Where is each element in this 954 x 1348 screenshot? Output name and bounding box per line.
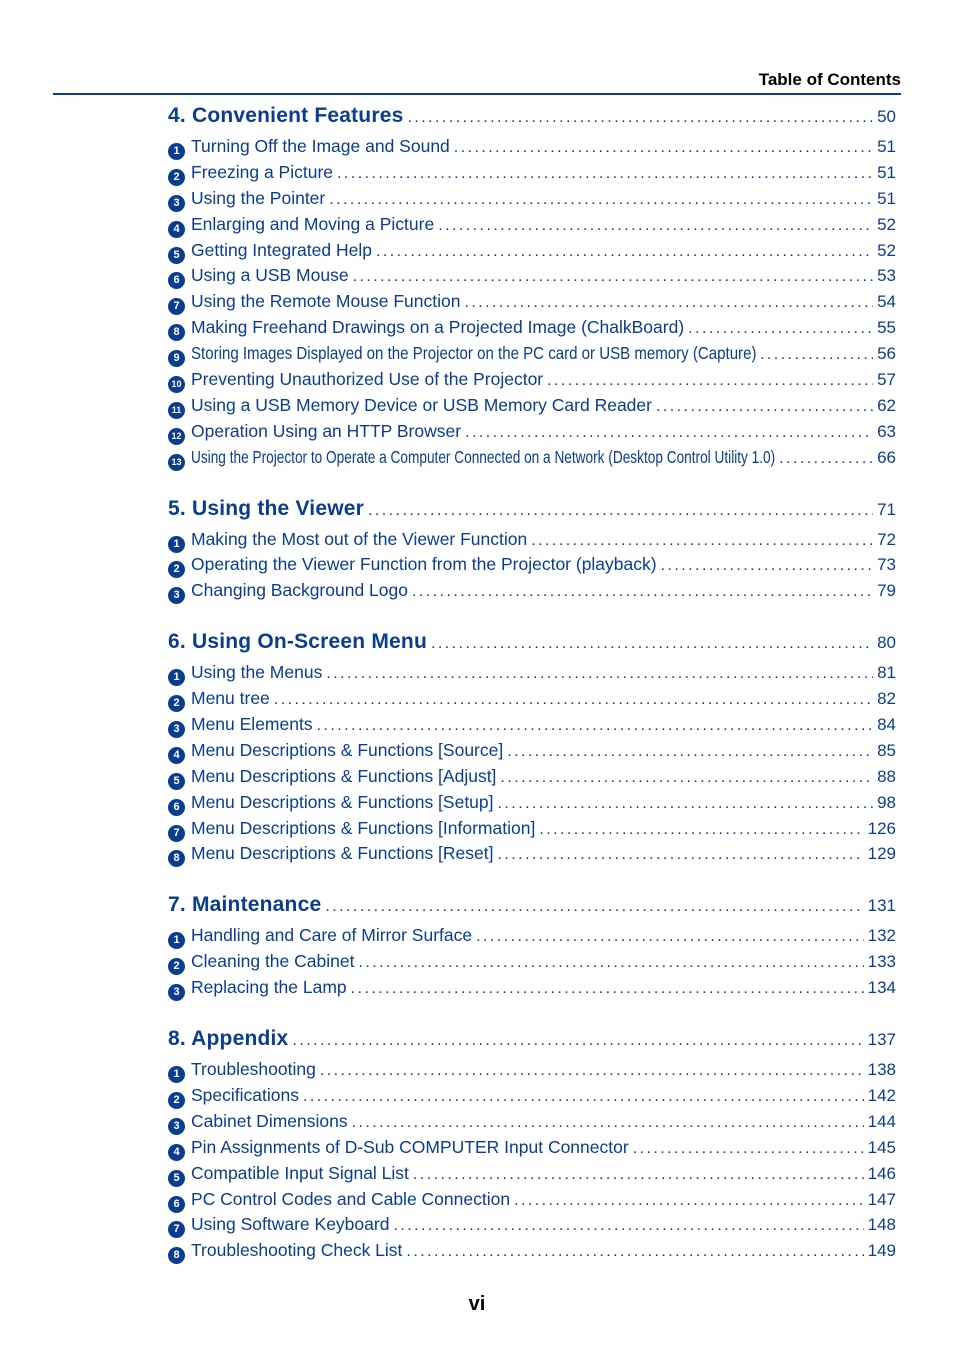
toc-entry-link[interactable] (168, 395, 896, 421)
toc-entry-link[interactable] (168, 291, 896, 317)
number-badge-icon: 3 (168, 721, 185, 738)
entry-page-number: 84 (877, 715, 896, 735)
number-badge-icon: 2 (168, 1092, 185, 1109)
entry-label: Making Freehand Drawings on a Projected Image (ChalkBoard) (191, 317, 685, 338)
toc-entry-link[interactable] (168, 951, 896, 977)
number-badge-icon: 3 (168, 984, 185, 1001)
entry-page-number: 81 (877, 663, 896, 683)
section-page-number: 137 (867, 1030, 896, 1050)
entry-page-number: 142 (867, 1085, 896, 1105)
toc-section (168, 497, 896, 607)
toc-entry-link[interactable] (168, 214, 896, 240)
toc-entry-link[interactable] (168, 317, 896, 343)
dot-leader (531, 529, 873, 550)
dot-leader (498, 843, 864, 864)
dot-leader (406, 1240, 863, 1261)
entry-label: Menu Descriptions & Functions [Adjust] (191, 765, 497, 786)
section-title: 4. Convenient Features (168, 104, 404, 127)
number-badge-icon: 1 (168, 536, 185, 553)
dot-leader (393, 1214, 863, 1235)
section-page-number: 131 (867, 896, 896, 916)
section-heading-link[interactable] (168, 497, 896, 529)
entry-label: Cabinet Dimensions (191, 1110, 348, 1131)
entry-page-number: 73 (877, 555, 896, 575)
number-badge-icon: 1 (168, 669, 185, 686)
entry-label: Menu Descriptions & Functions [Reset] (191, 843, 494, 864)
dot-leader (368, 502, 873, 520)
dot-leader (431, 635, 873, 653)
toc-entry-link[interactable] (168, 421, 896, 447)
entry-label: Operating the Viewer Function from the Projector (playback) (191, 554, 657, 575)
dot-leader (412, 580, 873, 601)
dot-leader (274, 688, 873, 709)
entry-page-number: 66 (877, 447, 896, 467)
toc-entry-link[interactable] (168, 740, 896, 766)
number-badge-icon: 1 (168, 932, 185, 949)
entry-page-number: 148 (867, 1215, 896, 1235)
entry-label: Replacing the Lamp (191, 977, 347, 998)
entry-label: Using the Remote Mouse Function (191, 291, 461, 312)
entry-page-number: 72 (877, 529, 896, 549)
dot-leader (329, 188, 873, 209)
dot-leader (465, 421, 873, 442)
toc-section (168, 893, 896, 1003)
section-gap (168, 473, 896, 497)
entry-page-number: 126 (867, 818, 896, 838)
dot-leader (326, 662, 873, 683)
toc-entry-link[interactable] (168, 1059, 896, 1085)
section-title: 7. Maintenance (168, 893, 322, 917)
toc-entry-link[interactable] (168, 1163, 896, 1189)
entry-page-number: 147 (867, 1189, 896, 1209)
dot-leader (303, 1085, 864, 1106)
entry-page-number: 51 (877, 137, 896, 156)
toc-entry-link[interactable] (168, 1240, 896, 1266)
entry-label: Using a USB Memory Device or USB Memory Card Reader (191, 394, 652, 415)
entry-label: Using the Pointer (191, 187, 326, 208)
entry-page-number: 144 (867, 1111, 896, 1131)
entry-label: Changing Background Logo (191, 580, 408, 601)
entry-page-number: 88 (877, 766, 896, 786)
section-page-number: 50 (877, 107, 896, 126)
entry-label: Freezing a Picture (191, 161, 334, 182)
number-badge-icon: 2 (168, 169, 185, 186)
section-gap (168, 1003, 896, 1027)
entry-page-number: 149 (867, 1241, 896, 1261)
section-heading-link[interactable] (168, 893, 896, 925)
entry-label: Specifications (191, 1084, 299, 1105)
entry-label: Menu tree (191, 688, 270, 709)
number-badge-icon: 12 (168, 428, 185, 445)
header-rule (53, 93, 901, 95)
dot-leader (292, 1032, 863, 1050)
number-badge-icon: 13 (168, 454, 185, 471)
entry-label: Troubleshooting (191, 1059, 316, 1080)
dot-leader (760, 343, 873, 364)
number-badge-icon: 8 (168, 850, 185, 867)
toc-entry-link[interactable] (168, 136, 896, 162)
entry-page-number: 51 (877, 162, 896, 182)
number-badge-icon: 10 (168, 376, 185, 393)
number-badge-icon: 3 (168, 587, 185, 604)
table-of-contents (168, 104, 896, 1266)
section-gap (168, 869, 896, 893)
section-page-number: 80 (877, 633, 896, 653)
toc-entry-link[interactable] (168, 688, 896, 714)
number-badge-icon: 6 (168, 799, 185, 816)
entry-label: Menu Descriptions & Functions [Source] (191, 739, 504, 760)
number-badge-icon: 5 (168, 1170, 185, 1187)
entry-label: Handling and Care of Mirror Surface (191, 925, 473, 946)
toc-entry-link[interactable] (168, 1137, 896, 1163)
entry-page-number: 62 (877, 395, 896, 415)
entry-page-number: 79 (877, 581, 896, 601)
entry-page-number: 145 (867, 1137, 896, 1157)
entry-page-number: 134 (867, 978, 896, 998)
header-title: Table of Contents (758, 70, 901, 89)
number-badge-icon: 2 (168, 695, 185, 712)
section-page-number: 71 (877, 499, 896, 519)
toc-entry-link[interactable] (168, 1214, 896, 1240)
dot-leader (407, 109, 873, 127)
entry-label: Preventing Unauthorized Use of the Projector (191, 369, 544, 390)
entry-label: Menu Descriptions & Functions [Setup] (191, 791, 494, 812)
entry-page-number: 54 (877, 292, 896, 312)
toc-entry-link[interactable] (168, 714, 896, 740)
toc-entry-link[interactable] (168, 580, 896, 606)
toc-entry-link[interactable] (168, 925, 896, 951)
section-heading-link[interactable] (168, 104, 896, 136)
entry-page-number: 51 (877, 188, 896, 208)
number-badge-icon: 8 (168, 1247, 185, 1264)
entry-label: PC Control Codes and Cable Connection (191, 1188, 511, 1209)
dot-leader (454, 136, 873, 157)
dot-leader (464, 291, 873, 312)
section-title: 6. Using On-Screen Menu (168, 630, 427, 654)
entry-page-number: 82 (877, 689, 896, 709)
entry-label: Using a USB Mouse (191, 265, 349, 286)
entry-page-number: 57 (877, 370, 896, 390)
entry-label: Menu Descriptions & Functions [Information] (191, 817, 536, 838)
dot-leader (353, 265, 874, 286)
entry-label: Operation Using an HTTP Browser (191, 420, 462, 441)
entry-page-number: 129 (867, 844, 896, 864)
toc-section (168, 104, 896, 473)
section-title: 5. Using the Viewer (168, 496, 364, 520)
number-badge-icon: 7 (168, 1221, 185, 1238)
toc-entry-link[interactable] (168, 1111, 896, 1137)
entry-page-number: 55 (877, 318, 896, 338)
entry-label: Turning Off the Image and Sound (191, 136, 450, 156)
dot-leader (514, 1189, 864, 1210)
number-badge-icon: 6 (168, 272, 185, 289)
toc-entry-link[interactable] (168, 369, 896, 395)
dot-leader (325, 898, 863, 916)
dot-leader (320, 1059, 864, 1080)
dot-leader (661, 554, 873, 575)
entry-label: Menu Elements (191, 714, 313, 735)
number-badge-icon: 4 (168, 1144, 185, 1161)
dot-leader (376, 240, 873, 261)
entry-label: Pin Assignments of D-Sub COMPUTER Input Connector (191, 1136, 629, 1157)
entry-page-number: 138 (867, 1060, 896, 1080)
toc-entry-link[interactable] (168, 1085, 896, 1111)
section-heading-link[interactable] (168, 1027, 896, 1059)
dot-leader (500, 766, 873, 787)
dot-leader (413, 1163, 864, 1184)
entry-page-number: 85 (877, 740, 896, 760)
number-badge-icon: 2 (168, 561, 185, 578)
entry-page-number: 132 (867, 926, 896, 946)
number-badge-icon: 7 (168, 298, 185, 315)
number-badge-icon: 11 (168, 402, 185, 419)
entry-page-number: 53 (877, 266, 896, 286)
dot-leader (539, 818, 863, 839)
toc-entry-link[interactable] (168, 447, 896, 473)
entry-label: Making the Most out of the Viewer Function (191, 528, 528, 549)
toc-section (168, 630, 896, 869)
toc-entry-link[interactable] (168, 240, 896, 266)
entry-page-number: 98 (877, 792, 896, 812)
number-badge-icon: 6 (168, 1196, 185, 1213)
entry-page-number: 146 (867, 1163, 896, 1183)
number-badge-icon: 3 (168, 195, 185, 212)
entry-label: Compatible Input Signal List (191, 1162, 409, 1183)
entry-label: Using the Projector to Operate a Computer Connected on a Network (Desktop Control Utility 1.0) (191, 446, 776, 467)
dot-leader (337, 162, 873, 183)
number-badge-icon: 1 (168, 1066, 185, 1083)
toc-entry-link[interactable] (168, 188, 896, 214)
page-number: vi (468, 1293, 486, 1315)
number-badge-icon: 4 (168, 747, 185, 764)
toc-entry-link[interactable] (168, 843, 896, 869)
toc-entry-link[interactable] (168, 529, 896, 555)
dot-leader (317, 714, 873, 735)
dot-leader (351, 977, 864, 998)
dot-leader (688, 317, 873, 338)
dot-leader (358, 951, 863, 972)
number-badge-icon: 2 (168, 958, 185, 975)
toc-entry-link[interactable] (168, 792, 896, 818)
entry-label: Troubleshooting Check List (191, 1240, 403, 1261)
dot-leader (656, 395, 873, 416)
number-badge-icon: 7 (168, 825, 185, 842)
number-badge-icon: 5 (168, 773, 185, 790)
dot-leader (352, 1111, 864, 1132)
entry-label: Storing Images Displayed on the Projector on the PC card or USB memory (Capture) (191, 343, 757, 364)
toc-entry-link[interactable] (168, 1189, 896, 1215)
toc-entry-link[interactable] (168, 766, 896, 792)
entry-page-number: 52 (877, 214, 896, 234)
dot-leader (547, 369, 873, 390)
dot-leader (779, 447, 873, 468)
toc-section (168, 1027, 896, 1266)
section-title: 8. Appendix (168, 1027, 289, 1051)
number-badge-icon: 4 (168, 221, 185, 238)
dot-leader (476, 925, 864, 946)
section-heading-link[interactable] (168, 630, 896, 662)
number-badge-icon: 5 (168, 247, 185, 264)
toc-entry-link[interactable] (168, 343, 896, 369)
entry-label: Using Software Keyboard (191, 1214, 390, 1235)
number-badge-icon: 9 (168, 350, 185, 367)
entry-label: Using the Menus (191, 662, 323, 683)
section-gap (168, 606, 896, 630)
dot-leader (438, 214, 873, 235)
number-badge-icon: 1 (168, 143, 185, 160)
entry-label: Enlarging and Moving a Picture (191, 213, 435, 234)
entry-label: Getting Integrated Help (191, 239, 372, 260)
toc-entry-link[interactable] (168, 265, 896, 291)
entry-page-number: 133 (867, 952, 896, 972)
toc-entry-link[interactable] (168, 977, 896, 1003)
toc-entry-link[interactable] (168, 162, 896, 188)
number-badge-icon: 3 (168, 1118, 185, 1135)
dot-leader (507, 740, 873, 761)
toc-entry-link[interactable] (168, 554, 896, 580)
toc-entry-link[interactable] (168, 818, 896, 844)
number-badge-icon: 8 (168, 324, 185, 341)
entry-page-number: 52 (877, 240, 896, 260)
entry-page-number: 63 (877, 421, 896, 441)
entry-label: Cleaning the Cabinet (191, 951, 355, 972)
dot-leader (633, 1137, 864, 1158)
dot-leader (498, 792, 874, 813)
entry-page-number: 56 (877, 344, 896, 364)
toc-entry-link[interactable] (168, 662, 896, 688)
